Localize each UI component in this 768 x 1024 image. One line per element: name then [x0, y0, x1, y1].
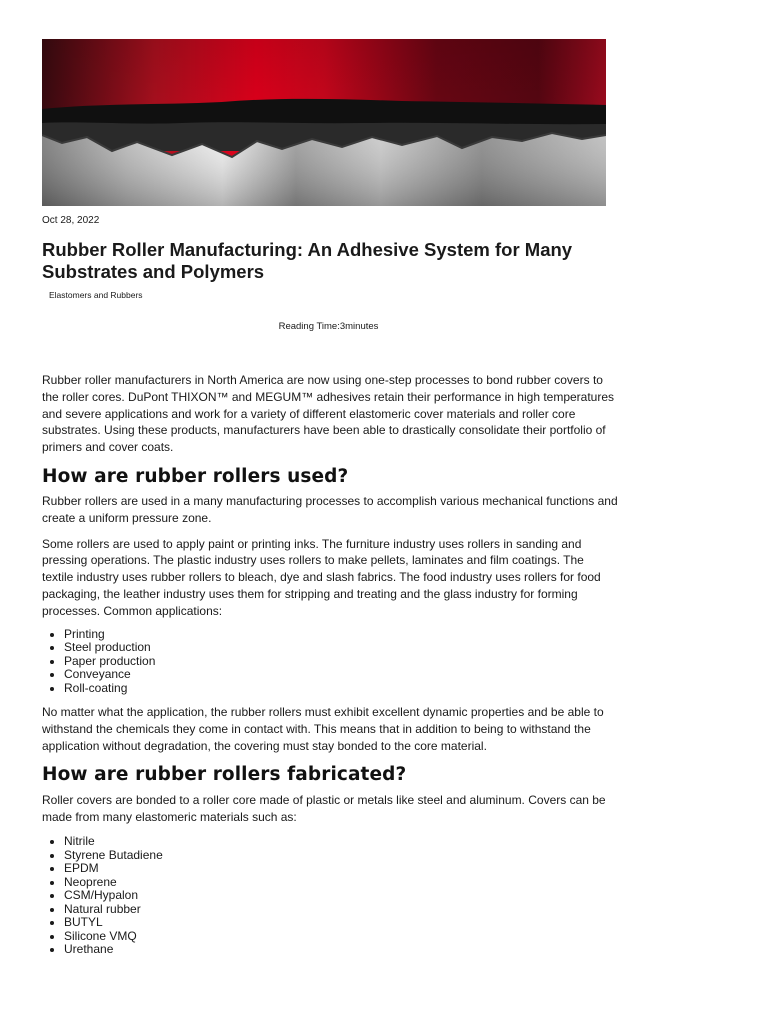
materials-list [42, 835, 618, 957]
article-date: Oct 28, 2022 [42, 215, 100, 226]
section-heading-fabrication: How are rubber rollers fabricated? [42, 764, 407, 786]
category-tag-link[interactable]: Elastomers and Rubbers [49, 290, 143, 300]
list-item: • Conveyance [64, 668, 618, 682]
intro-paragraph: Rubber roller manufacturers in North America are now using one-step processes to bond rubber covers to the roller cores. DuPont THIXON™ and MEGUM™ adhesives retain their performance in high temperatures and severe applications and work for a variety of different elastomeric cover materials and roller core substrates. Using these products, manufacturers have been able to drastically consolidate their portfolio of primers and cover coats. [42, 373, 615, 455]
usage-paragraph-3: No matter what the application, the rubber rollers must exhibit excellent dynamic properties and be able to withstand the chemicals they come in contact with. This means that in addition to being to withstand the application without degradation, the covering must stay bonded to the core material. [42, 705, 604, 753]
list-item: • Silicone VMQ [64, 930, 618, 944]
article-title: Rubber Roller Manufacturing: An Adhesive System for Many Substrates and Polymers [42, 239, 573, 282]
list-item: • Roll-coating [64, 682, 618, 696]
list-item: • CSM/Hypalon [64, 889, 618, 903]
list-item: • Steel production [64, 641, 618, 655]
reading-time: Reading Time:3minutes [278, 321, 379, 332]
fabrication-paragraph-1: Roller covers are bonded to a roller core made of plastic or metals like steel and aluminum. Covers can be made from many elastomeric materials such as: [42, 793, 606, 825]
usage-paragraph-1: Rubber rollers are used in a many manufacturing processes to accomplish various mechanical functions and create a uniform pressure zone. [42, 493, 618, 525]
section-heading-usage: How are rubber rollers used? [42, 465, 349, 487]
list-item: • Styrene Butadiene [64, 849, 618, 863]
list-item: • Natural rubber [64, 903, 618, 917]
list-item: • Neoprene [64, 876, 618, 890]
list-item: • BUTYL [64, 916, 618, 930]
list-item: • Urethane [64, 943, 618, 957]
list-item: • EPDM [64, 862, 618, 876]
hero-illustration [42, 39, 606, 206]
list-item: • Printing [64, 628, 618, 642]
list-item: • Nitrile [64, 835, 618, 849]
usage-paragraph-2: Some rollers are used to apply paint or printing inks. The furniture industry uses rollers in sanding and pressing operations. The plastic industry uses rollers to make pellets, laminates and film coatings. The textile industry uses rubber rollers to bleach, dye and slash fabrics. The food industry uses rollers for food packaging, the leather industry uses them for stripping and treating and the glass industry for forming processes. Common applications: [42, 536, 601, 618]
applications-list [42, 628, 618, 696]
article [42, 39, 618, 957]
list-item: • Paper production [64, 655, 618, 669]
hero-image [42, 39, 606, 206]
